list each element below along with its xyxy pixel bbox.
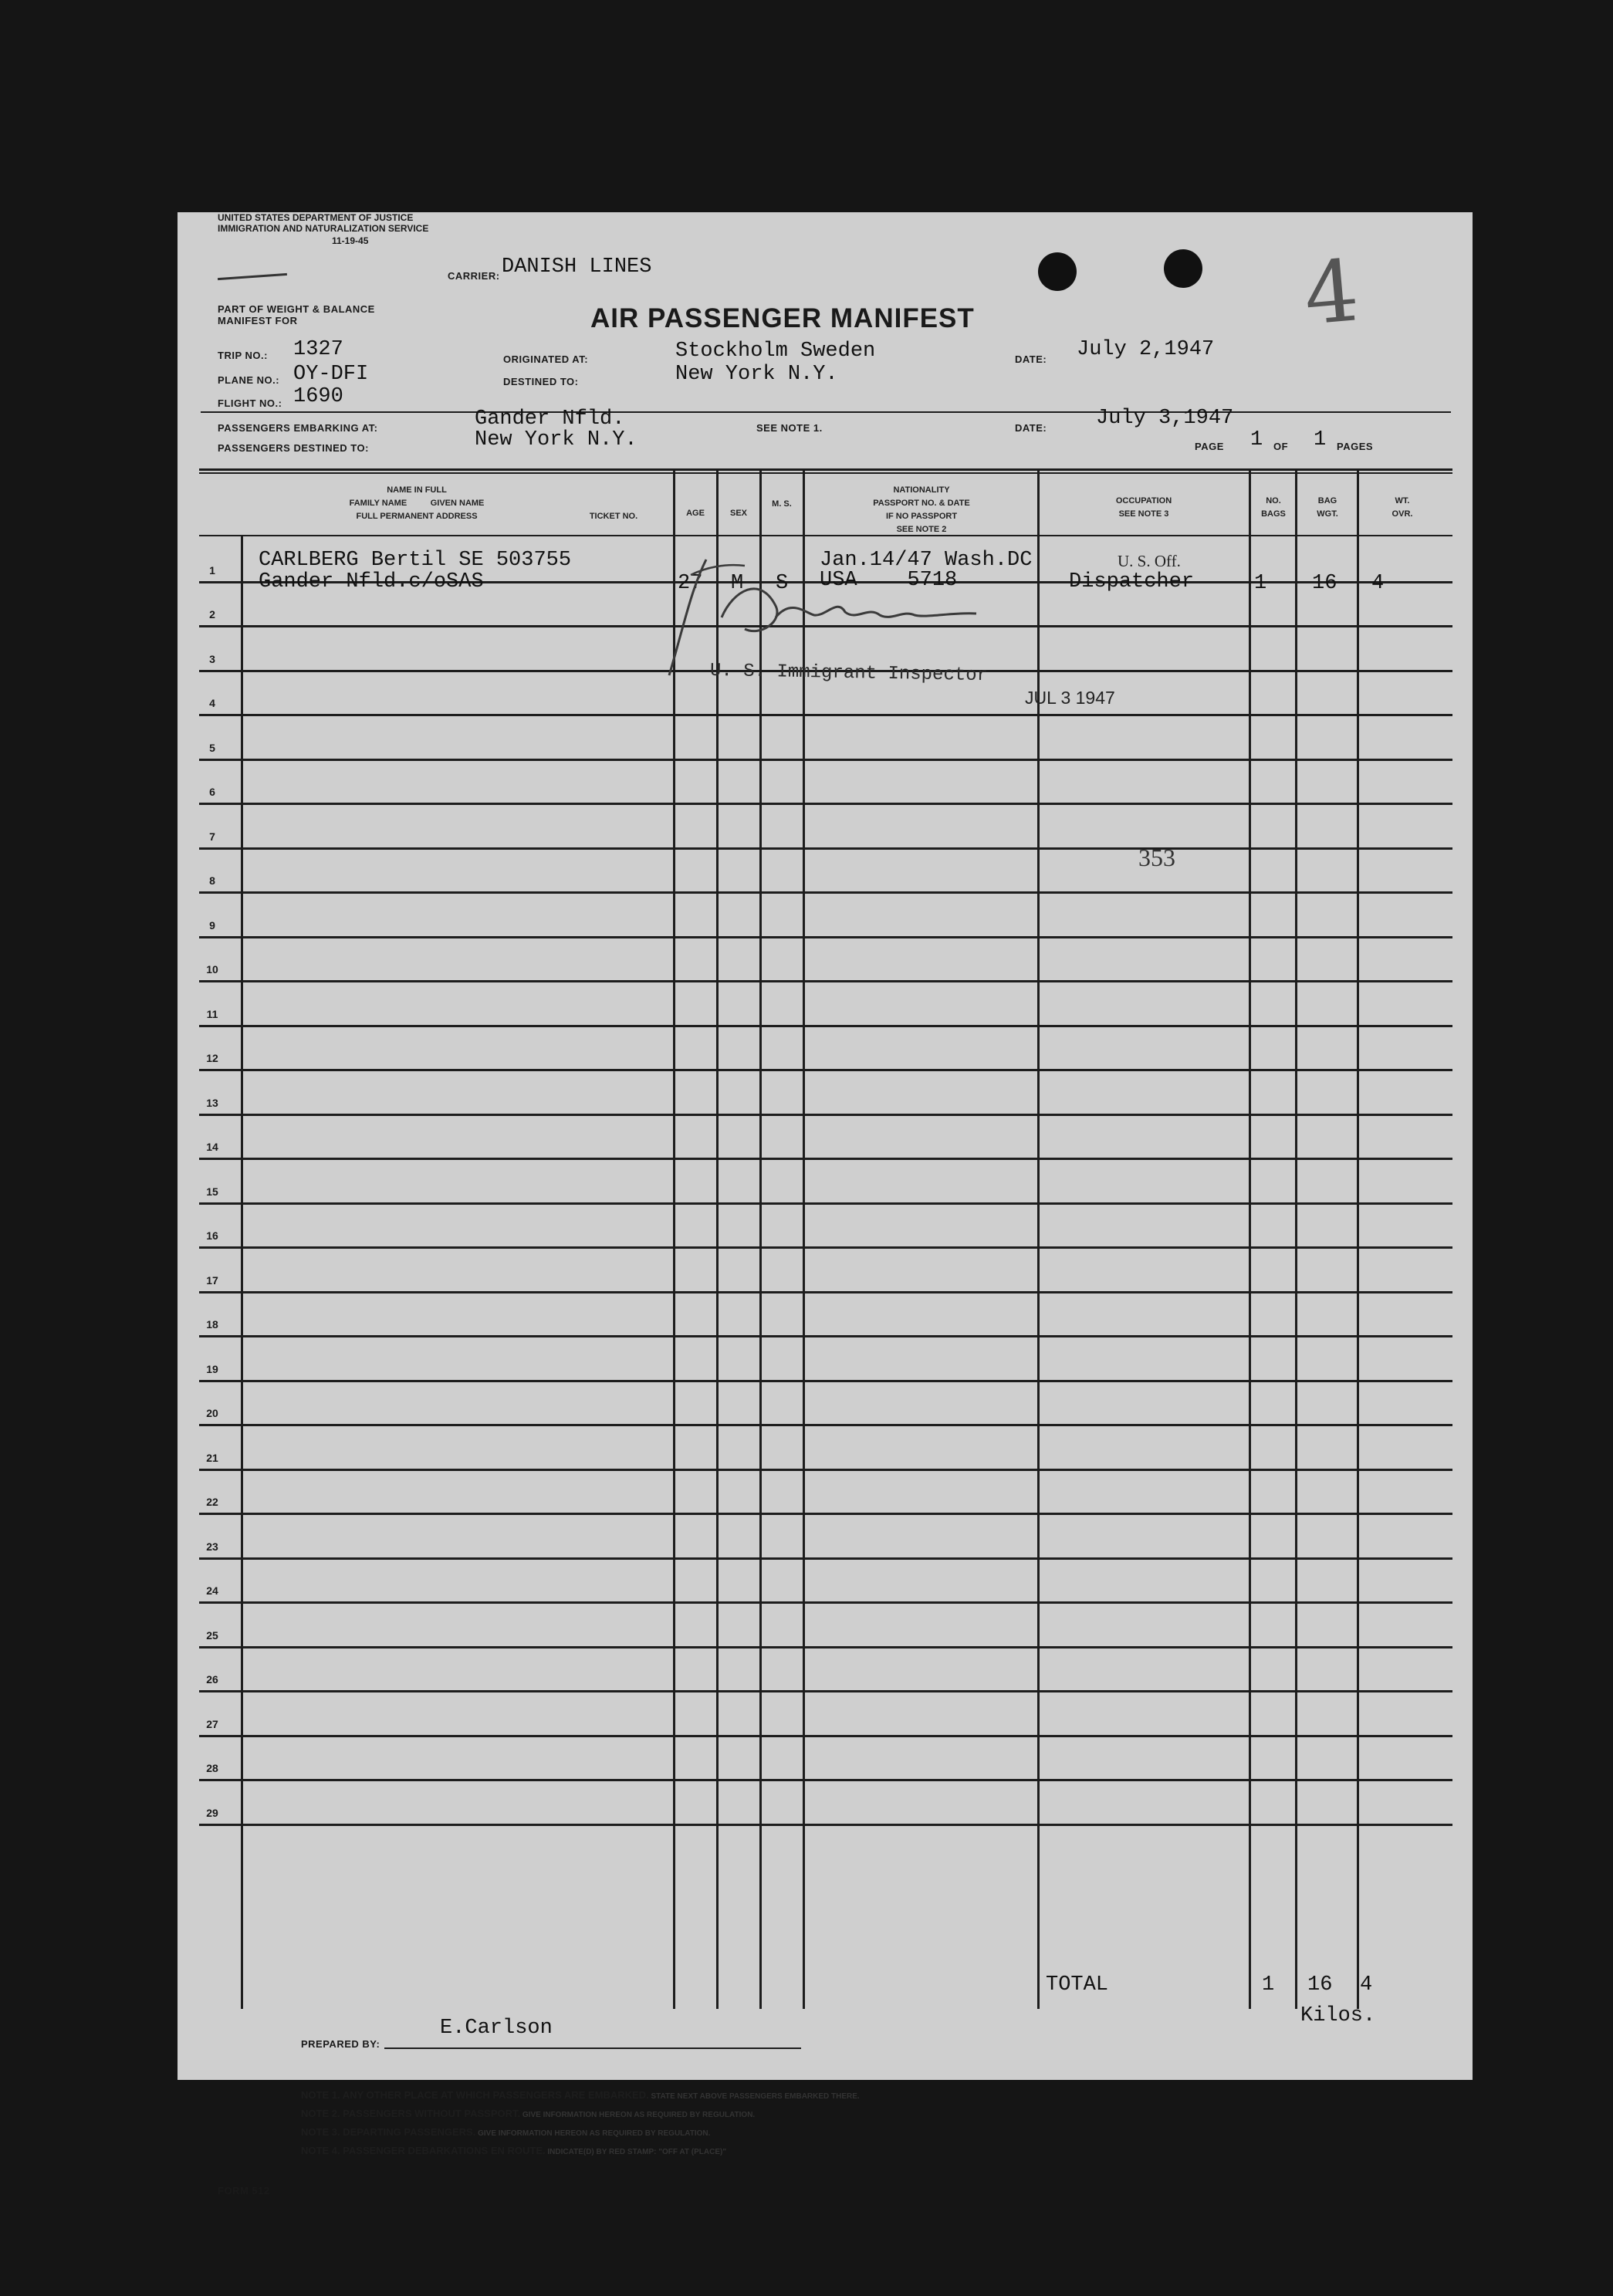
row-number: 26 bbox=[206, 1673, 218, 1686]
note-rest: GIVE INFORMATION HEREON AS REQUIRED BY REGULATION. bbox=[475, 2129, 711, 2138]
row-number: 12 bbox=[206, 1052, 218, 1064]
row-number: 8 bbox=[209, 874, 215, 887]
row-number: 10 bbox=[206, 963, 218, 976]
row-number: 25 bbox=[206, 1629, 218, 1642]
total-bag-wt: 16 bbox=[1307, 1973, 1333, 1997]
col-header-bags-l2: BAGS bbox=[1261, 509, 1286, 519]
col-header-wtovr-l2: OVR. bbox=[1392, 509, 1413, 519]
row-number: 29 bbox=[206, 1807, 218, 1819]
note-lead: NOTE 3. DEPARTING PASSENGERS. bbox=[301, 2126, 476, 2138]
col-line-name bbox=[673, 471, 675, 2009]
plane-no-value: OY-DFI bbox=[293, 363, 369, 386]
row-line bbox=[199, 1335, 1452, 1337]
passenger-wt-ovr: 4 bbox=[1371, 572, 1385, 595]
col-header-wtovr bbox=[1360, 495, 1445, 521]
col-header-bags bbox=[1252, 495, 1295, 521]
col-header-bagwt-l1: BAG bbox=[1317, 496, 1337, 506]
row-line bbox=[199, 1380, 1452, 1382]
form-number: FORM 512 bbox=[218, 2185, 270, 2196]
col-header-name bbox=[255, 484, 579, 523]
col-header-nat-l1: NATIONALITY bbox=[893, 485, 950, 495]
note-3 bbox=[301, 2126, 710, 2138]
manifest-paper bbox=[178, 212, 1473, 2196]
row-number: 9 bbox=[209, 919, 215, 932]
stamp-date: JUL 3 1947 bbox=[1025, 688, 1115, 708]
col-header-age: AGE bbox=[686, 509, 705, 518]
note-2 bbox=[301, 2108, 755, 2119]
col-header-occ-l2: SEE NOTE 3 bbox=[1118, 509, 1169, 519]
col-line-ms bbox=[803, 471, 805, 2009]
row-line bbox=[199, 1158, 1452, 1160]
col-header-nat-l2: PASSPORT NO. & DATE bbox=[873, 499, 970, 508]
row-number: 28 bbox=[206, 1762, 218, 1774]
date-label: DATE: bbox=[1015, 353, 1047, 365]
row-line bbox=[199, 714, 1452, 716]
col-header-nat-l4: SEE NOTE 2 bbox=[896, 525, 947, 534]
row-line bbox=[199, 936, 1452, 938]
total-bags: 1 bbox=[1262, 1973, 1275, 1997]
page-number-mark: 4 bbox=[1300, 241, 1363, 344]
pencil-mark bbox=[218, 273, 287, 280]
kilos-label: Kilos. bbox=[1300, 2004, 1376, 2027]
row-line bbox=[199, 1557, 1452, 1560]
immigrant-inspector-stamp: U. S. Immigrant Inspector bbox=[709, 660, 989, 687]
page-title: AIR PASSENGER MANIFEST bbox=[590, 303, 975, 333]
agency-line-1: UNITED STATES DEPARTMENT OF JUSTICE bbox=[218, 212, 414, 223]
note-rest: GIVE INFORMATION HEREON AS REQUIRED BY REGULATION. bbox=[520, 2111, 756, 2119]
date2-value: July 3,1947 bbox=[1096, 407, 1234, 430]
carrier-label: CARRIER: bbox=[448, 270, 500, 282]
flight-no-value: 1690 bbox=[293, 385, 343, 408]
row-line bbox=[199, 1202, 1452, 1205]
row-line bbox=[199, 1601, 1452, 1604]
row-number: 4 bbox=[209, 697, 215, 709]
row-number: 5 bbox=[209, 742, 215, 754]
note-1 bbox=[301, 2089, 860, 2101]
col-header-bags-l1: NO. bbox=[1266, 496, 1281, 506]
col-header-ticket: TICKET NO. bbox=[589, 512, 638, 521]
col-header-bagwt bbox=[1298, 495, 1357, 521]
passenger-address: Gander Nfld.c/oSAS bbox=[259, 570, 484, 593]
note-lead: NOTE 2. PASSENGERS WITHOUT PASSPORT. bbox=[301, 2108, 521, 2119]
punch-hole-right bbox=[1164, 249, 1202, 288]
row-line bbox=[199, 1735, 1452, 1737]
col-header-sex: SEX bbox=[729, 509, 747, 518]
row-line bbox=[199, 1513, 1452, 1515]
embarking-at-label: PASSENGERS EMBARKING AT: bbox=[218, 422, 378, 434]
col-line-bags bbox=[1295, 471, 1297, 2009]
col-line-occ bbox=[1249, 471, 1251, 2009]
total-wt-ovr: 4 bbox=[1360, 1973, 1373, 1997]
passenger-ms: S bbox=[776, 572, 789, 595]
prepared-by-line bbox=[384, 2047, 801, 2049]
row-line bbox=[199, 1779, 1452, 1781]
note-rest: INDICATE(D) BY RED STAMP: "OFF AT (PLACE)" bbox=[545, 2148, 727, 2156]
note-rest: STATE NEXT ABOVE PASSENGERS EMBARKED THERE. bbox=[648, 2092, 860, 2101]
row-line bbox=[199, 1824, 1452, 1826]
table-top-line-a bbox=[199, 468, 1452, 471]
row-line bbox=[199, 1069, 1452, 1071]
row-number: 1 bbox=[209, 564, 215, 577]
destined-to-value: New York N.Y. bbox=[675, 363, 838, 386]
col-line-sex bbox=[759, 471, 762, 2009]
punch-hole-left bbox=[1038, 252, 1077, 291]
passenger-occupation-line1: U. S. Off. bbox=[1118, 552, 1181, 570]
note-lead: NOTE 1. ANY OTHER PLACE AT WHICH PASSENGERS ARE EMBARKED. bbox=[301, 2089, 649, 2101]
passenger-bags: 1 bbox=[1254, 572, 1267, 595]
of-label: OF bbox=[1273, 441, 1289, 452]
row-number: 19 bbox=[206, 1363, 218, 1375]
agency-line-2: IMMIGRATION AND NATURALIZATION SERVICE bbox=[218, 223, 429, 234]
note-lead: NOTE 4. PASSENGER DEBARKATIONS EN ROUTE. bbox=[301, 2145, 546, 2156]
col-header-nat-l3: IF NO PASSPORT bbox=[885, 512, 958, 521]
row-number: 6 bbox=[209, 786, 215, 798]
col-header-name-l3: FULL PERMANENT ADDRESS bbox=[356, 512, 478, 521]
part-of-line-2: MANIFEST FOR bbox=[218, 315, 298, 326]
passenger-age: 27 bbox=[678, 572, 703, 595]
row-number: 21 bbox=[206, 1452, 218, 1464]
row-line bbox=[199, 980, 1452, 982]
passenger-bag-wt: 16 bbox=[1312, 572, 1337, 595]
destined-to-label: DESTINED TO: bbox=[503, 376, 579, 387]
col-header-occ-l1: OCCUPATION bbox=[1115, 496, 1172, 506]
row-number: 23 bbox=[206, 1540, 218, 1553]
destined-to-pass-value: New York N.Y. bbox=[475, 428, 637, 451]
prepared-by-value: E.Carlson bbox=[440, 2017, 553, 2040]
prepared-by-label: PREPARED BY: bbox=[301, 2038, 380, 2050]
row-number: 15 bbox=[206, 1185, 218, 1198]
embarking-at-value: Gander Nfld. bbox=[475, 407, 625, 431]
row-number: 13 bbox=[206, 1097, 218, 1109]
form-date: 11-19-45 bbox=[332, 235, 369, 246]
row-number: 24 bbox=[206, 1584, 218, 1597]
total-label: TOTAL bbox=[1046, 1973, 1109, 1997]
date2-label: DATE: bbox=[1015, 422, 1047, 434]
row-number: 20 bbox=[206, 1407, 218, 1419]
destined-to-pass-label: PASSENGERS DESTINED TO: bbox=[218, 442, 369, 454]
page-value: 1 bbox=[1250, 428, 1263, 451]
passenger-sex: M bbox=[731, 572, 744, 595]
row-line bbox=[199, 1025, 1452, 1027]
header-separator bbox=[201, 411, 1451, 413]
row-line bbox=[199, 1114, 1452, 1116]
see-note-1: SEE NOTE 1. bbox=[756, 422, 823, 434]
passenger-name: CARLBERG Bertil SE 503755 bbox=[259, 549, 572, 572]
col-header-bagwt-l2: WGT. bbox=[1317, 509, 1338, 519]
row-line bbox=[199, 847, 1452, 850]
row-number: 27 bbox=[206, 1718, 218, 1730]
row-line bbox=[199, 1469, 1452, 1471]
col-header-occupation bbox=[1040, 495, 1247, 521]
col-line-age bbox=[716, 471, 719, 2009]
date-value: July 2,1947 bbox=[1077, 338, 1215, 361]
row-line bbox=[199, 1246, 1452, 1249]
col-header-ms: M. S. bbox=[772, 499, 792, 509]
row-number: 11 bbox=[206, 1008, 218, 1020]
row-line bbox=[199, 1690, 1452, 1692]
row-number: 18 bbox=[206, 1318, 218, 1331]
trip-no-label: TRIP NO.: bbox=[218, 350, 268, 361]
note-4 bbox=[301, 2145, 726, 2156]
col-header-nationality bbox=[806, 484, 1036, 536]
carrier-value: DANISH LINES bbox=[502, 255, 652, 279]
row-number: 22 bbox=[206, 1496, 218, 1508]
plane-no-label: PLANE NO.: bbox=[218, 374, 280, 386]
row-line bbox=[199, 759, 1452, 761]
number-353: 353 bbox=[1138, 844, 1175, 871]
trip-no-value: 1327 bbox=[293, 338, 343, 361]
row-number: 2 bbox=[209, 608, 215, 620]
row-number: 14 bbox=[206, 1141, 218, 1153]
col-header-wtovr-l1: WT. bbox=[1395, 496, 1410, 506]
flight-no-label: FLIGHT NO.: bbox=[218, 397, 282, 409]
passenger-occupation-line2: Dispatcher bbox=[1069, 570, 1195, 593]
table-top-line-b bbox=[199, 472, 1452, 474]
part-of-line-1: PART OF WEIGHT & BALANCE bbox=[218, 303, 375, 315]
col-header-name-l1: NAME IN FULL bbox=[387, 485, 447, 495]
row-number: 16 bbox=[206, 1229, 218, 1242]
row-number: 7 bbox=[209, 830, 215, 843]
col-header-name-l2: FAMILY NAME GIVEN NAME bbox=[349, 499, 485, 508]
row-line bbox=[199, 1291, 1452, 1293]
passenger-passport-line2: USA 5718 bbox=[820, 569, 958, 592]
row-line bbox=[199, 1424, 1452, 1426]
passenger-passport-line1: Jan.14/47 Wash.DC bbox=[820, 549, 1033, 572]
originated-at-value: Stockholm Sweden bbox=[675, 340, 876, 363]
pages-label: PAGES bbox=[1337, 441, 1374, 452]
row-line bbox=[199, 803, 1452, 805]
originated-at-label: ORIGINATED AT: bbox=[503, 353, 589, 365]
pages-value: 1 bbox=[1314, 428, 1327, 451]
page-label: PAGE bbox=[1195, 441, 1224, 452]
row-number: 3 bbox=[209, 653, 215, 665]
col-line-bagwt bbox=[1357, 471, 1359, 2009]
row-line bbox=[199, 891, 1452, 894]
row-number: 17 bbox=[206, 1274, 218, 1287]
col-line-rownum bbox=[241, 536, 243, 2009]
row-line bbox=[199, 1646, 1452, 1648]
